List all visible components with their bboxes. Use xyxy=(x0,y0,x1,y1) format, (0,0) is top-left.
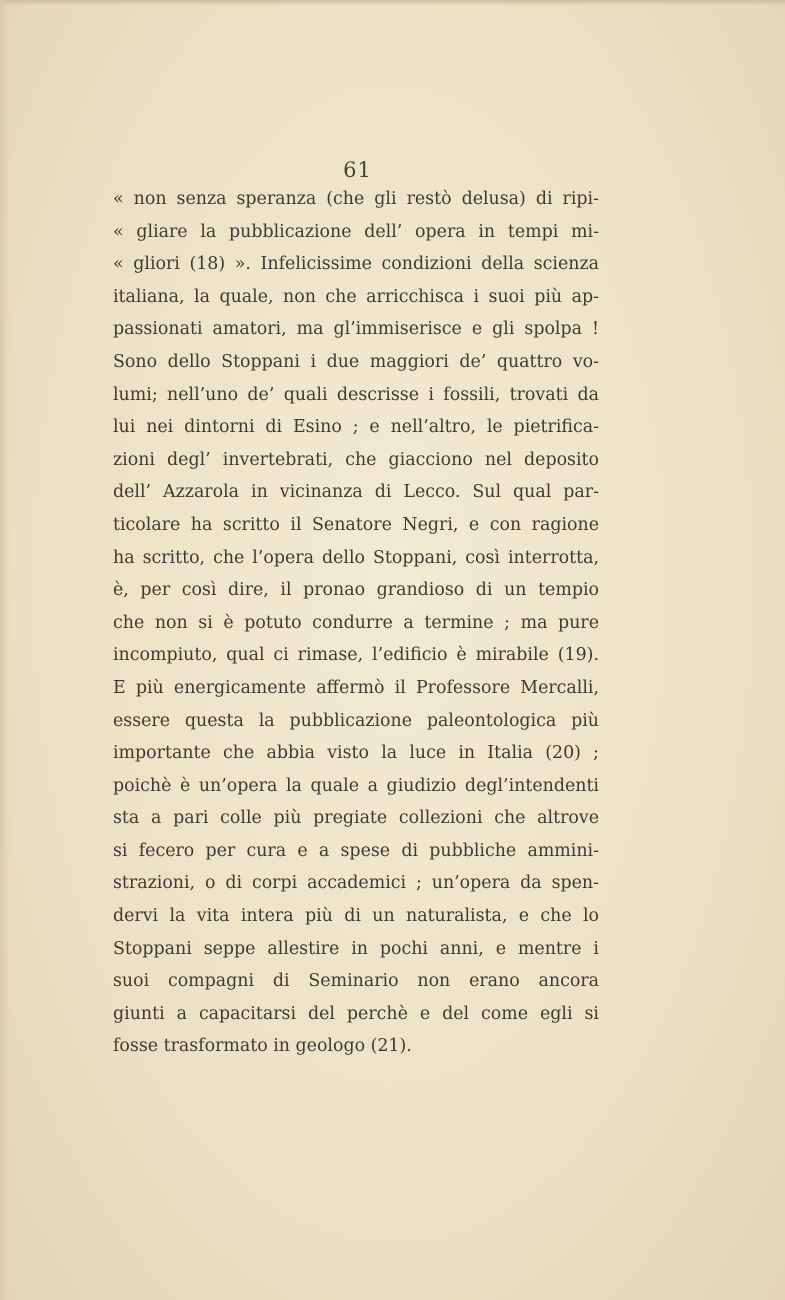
text-line: italiana, la quale, non che arricchisca i suoi più ap- xyxy=(113,286,599,307)
text-line: zioni degl’ invertebrati, che giacciono nel deposito xyxy=(113,449,599,470)
text-line: E più energicamente affermò il Professore Mercalli, xyxy=(113,677,599,698)
page-top-edge-shadow xyxy=(0,0,785,6)
text-line: « non senza speranza (che gli restò delusa) di ripi- xyxy=(113,189,599,209)
text-line: « gliori (18) ». Infelicissime condizioni della scienza xyxy=(113,254,599,275)
text-line: sta a pari colle più pregiate collezioni che altrove xyxy=(113,808,599,829)
text-line: essere questa la pubblicazione paleontologica più xyxy=(113,710,599,731)
text-line: suoi compagni di Seminario non erano ancora xyxy=(113,971,599,992)
text-line: si fecero per cura e a spese di pubbliche ammini- xyxy=(113,840,599,861)
text-line: dervi la vita intera più di un naturalista, e che lo xyxy=(113,906,599,927)
text-line: passionati amatori, ma gl’immiserisce e gli spolpa ! xyxy=(113,319,599,340)
text-line: « gliare la pubblicazione dell’ opera in tempi mi- xyxy=(113,221,599,242)
body-paragraph xyxy=(113,183,599,1063)
text-line: lumi; nell’uno de’ quali descrisse i fossili, trovati da xyxy=(113,384,599,405)
text-line: Stoppani seppe allestire in pochi anni, e mentre i xyxy=(113,938,599,959)
text-line: ticolare ha scritto il Senatore Negri, e con ragione xyxy=(113,514,599,535)
text-line: lui nei dintorni di Esino ; e nell’altro, le pietrifica- xyxy=(113,417,599,438)
text-line: fosse trasformato in geologo (21). xyxy=(113,1036,412,1057)
text-line: Sono dello Stoppani i due maggiori de’ quattro vo- xyxy=(113,351,599,372)
text-line: importante che abbia visto la luce in Italia (20) ; xyxy=(113,743,599,764)
text-line: ha scritto, che l’opera dello Stoppani, così interrotta, xyxy=(113,547,599,568)
text-line: dell’ Azzarola in vicinanza di Lecco. Sul qual par- xyxy=(113,482,599,503)
text-line: incompiuto, qual ci rimase, l’edificio è mirabile (19). xyxy=(113,645,599,666)
page-left-edge-shadow xyxy=(0,0,10,1300)
text-line: poichè è un’opera la quale a giudizio degl’intendenti xyxy=(113,775,599,796)
text-line: che non si è potuto condurre a termine ; ma pure xyxy=(113,612,599,633)
text-line: strazioni, o di corpi accademici ; un’opera da spen- xyxy=(113,873,599,894)
text-line: è, per così dire, il pronao grandioso di un tempio xyxy=(113,580,599,601)
text-line: giunti a capacitarsi del perchè e del come egli si xyxy=(113,1003,599,1024)
page-number: 61 xyxy=(343,158,372,182)
